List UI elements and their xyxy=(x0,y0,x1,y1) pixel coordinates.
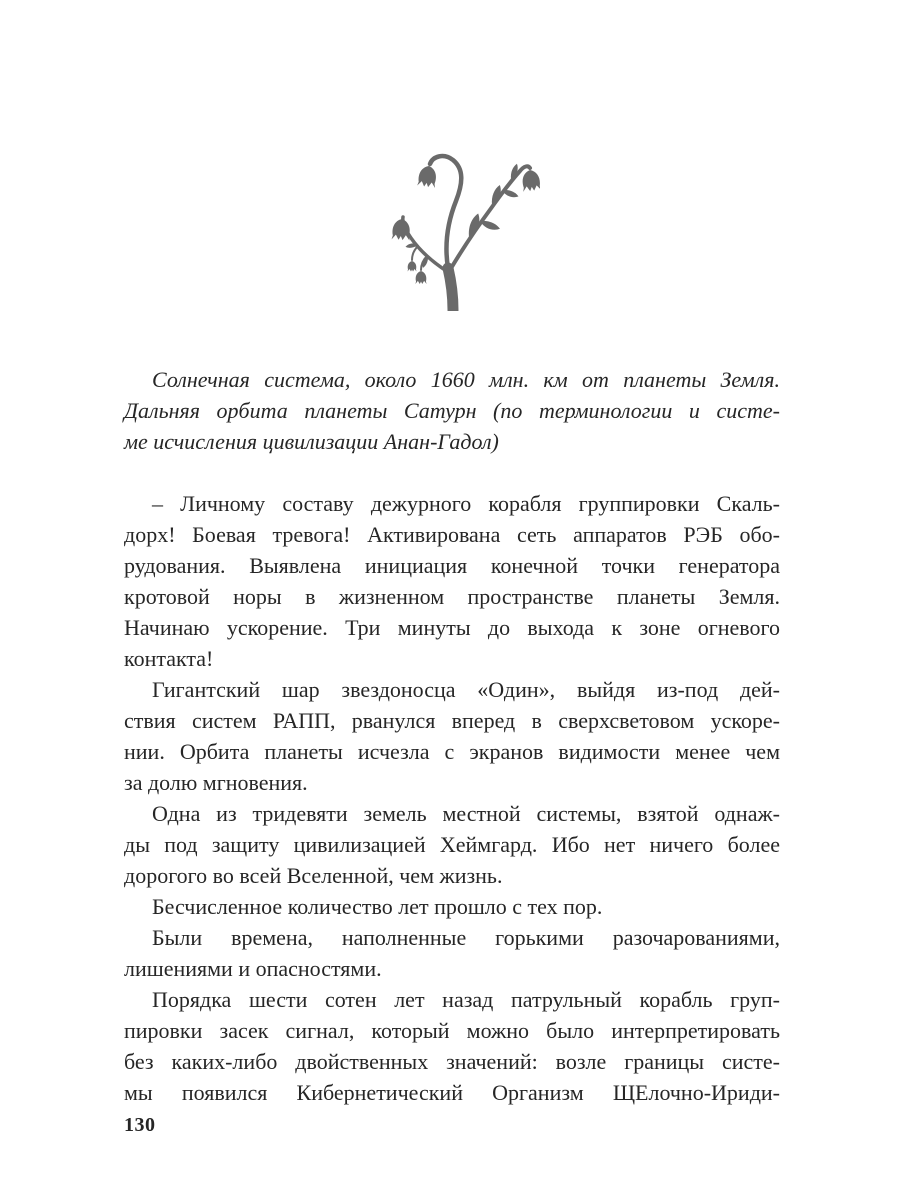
paragraph xyxy=(124,488,780,674)
text-line: за долю мгновения. xyxy=(124,770,308,795)
paragraph xyxy=(124,798,780,891)
text-line: нии. Орбита планеты исчезла с экранов видимости менее чем xyxy=(124,739,780,764)
text-line: кротовой норы в жизненном пространстве планеты Земля. xyxy=(124,584,780,609)
text-line: Порядка шести сотен лет назад патрульный корабль груп- xyxy=(152,987,780,1012)
text-line: Солнечная система, около 1660 млн. км от планеты Земля. xyxy=(152,367,780,392)
text-line: – Личному составу дежурного корабля группировки Скаль- xyxy=(152,491,780,516)
bellflower-ornament-icon xyxy=(368,131,540,311)
text-line: Одна из тридевяти земель местной системы, взятой однаж- xyxy=(152,801,780,826)
paragraph xyxy=(124,922,780,984)
paragraph xyxy=(124,984,780,1108)
text-line: мы появился Кибернетический Организм ЩЕлочно-Ириди- xyxy=(124,1080,780,1105)
text-line: Бесчисленное количество лет прошло с тех пор. xyxy=(152,894,603,919)
text-line: Были времена, наполненные горькими разочарованиями, xyxy=(152,925,780,950)
body-text xyxy=(124,488,780,1108)
text-line: Дальняя орбита планеты Сатурн (по терминологии и систе- xyxy=(124,398,780,423)
text-line: рудования. Выявлена инициация конечной точки генератора xyxy=(124,553,780,578)
paragraph xyxy=(124,674,780,798)
epigraph xyxy=(124,364,780,457)
text-line: без каких-либо двойственных значений: возле границы систе- xyxy=(124,1049,780,1074)
text-line: дорх! Боевая тревога! Активирована сеть аппаратов РЭБ обо- xyxy=(124,522,780,547)
text-line: ды под защиту цивилизацией Хеймгард. Ибо нет ничего более xyxy=(124,832,780,857)
paragraph xyxy=(124,364,780,457)
page-number: 130 xyxy=(124,1114,156,1136)
text-line: лишениями и опасностями. xyxy=(124,956,382,981)
text-line: Гигантский шар звездоносца «Один», выйдя из-под дей- xyxy=(152,677,780,702)
text-line: ствия систем РАПП, рванулся вперед в сверхсветовом ускоре- xyxy=(124,708,780,733)
text-line: пировки засек сигнал, который можно было интерпретировать xyxy=(124,1018,780,1043)
text-line: контакта! xyxy=(124,646,214,671)
paragraph xyxy=(124,891,780,922)
chapter-ornament xyxy=(0,131,900,311)
text-line: Начинаю ускорение. Три минуты до выхода к зоне огневого xyxy=(124,615,780,640)
text-line: дорогого во всей Вселенной, чем жизнь. xyxy=(124,863,503,888)
text-line: ме исчисления цивилизации Анан-Гадол) xyxy=(124,429,499,454)
